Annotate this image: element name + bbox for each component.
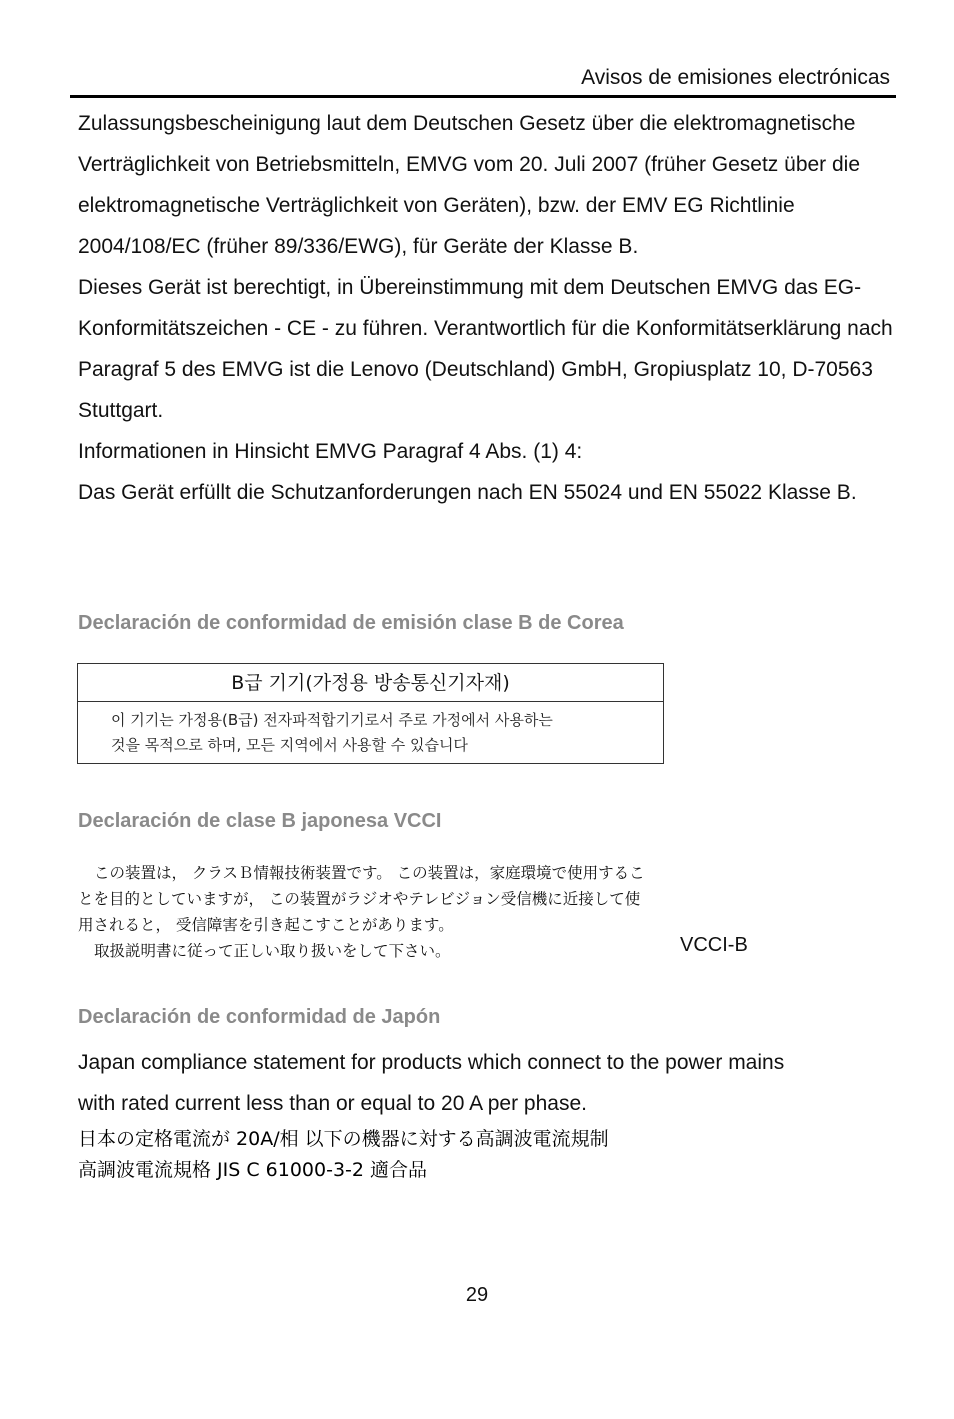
german-notice [78, 103, 896, 513]
vcci-line-2: とを目的としていますが， この装置がラジオやテレビジョン受信機に近接して使 [78, 890, 641, 908]
japan-en-line-2: with rated current less than or equal to 20 A per phase. [78, 1092, 587, 1115]
german-paragraph-2: Dieses Gerät ist berechtigt, in Übereinstimmung mit dem Deutschen EMVG das EG-Konformitätszeichen - CE - zu führen. Verantwortlich für die Konformitätserklärung nach Paragraf 5 des EMVG ist die Lenovo (Deutschland) GmbH, Gropiusplatz 10, D-70563 Stuttgart. [78, 276, 893, 422]
korea-box-line-2: 것을 목적으로 하며, 모든 지역에서 사용할 수 있습니다 [111, 736, 468, 754]
japan-en-line-1: Japan compliance statement for products which connect to the power mains [78, 1051, 785, 1074]
german-paragraph-1: Zulassungsbescheinigung laut dem Deutschen Gesetz über die elektromagnetische Verträglichkeit von Betriebsmitteln, EMVG vom 20. Juli 2007 (früher Gesetz über die elektromagnetische Verträglichkeit von Geräten), bzw. der EMV EG Richtlinie 2004/108/EC (früher 89/336/EWG), für Geräte der Klasse B. [78, 112, 861, 258]
korea-notice-box [77, 663, 664, 764]
japan-heading: Declaración de conformidad de Japón [78, 1006, 441, 1028]
japan-english-statement [78, 1042, 896, 1124]
japan-japanese-statement [78, 1124, 896, 1186]
vcci-line-1: この装置は， クラスＢ情報技術装置です。 この装置は，家庭環境で使用するこ [94, 864, 645, 882]
vcci-heading: Declaración de clase B japonesa VCCI [78, 810, 442, 832]
vcci-line-4: 取扱説明書に従って正しい取り扱いをして下さい。 [94, 942, 451, 960]
german-paragraph-3: Informationen in Hinsicht EMVG Paragraf 4 Abs. (1) 4: [78, 440, 583, 463]
vcci-line-3: 用されると， 受信障害を引き起こすことがあります。 [78, 916, 454, 934]
korea-box-line-1: 이 기기는 가정용(B급) 전자파적합기기로서 주로 가정에서 사용하는 [111, 711, 553, 729]
vcci-mark: VCCI-B [680, 934, 748, 956]
korea-heading: Declaración de conformidad de emisión clase B de Corea [78, 612, 624, 634]
german-paragraph-4: Das Gerät erfüllt die Schutzanforderungen nach EN 55024 und EN 55022 Klasse B. [78, 481, 857, 504]
korea-box-title: B급 기기(가정용 방송통신기자재) [78, 664, 663, 702]
korea-box-body [78, 702, 663, 758]
page-number: 29 [465, 1284, 489, 1306]
header-title: Avisos de emisiones electrónicas [581, 66, 890, 89]
japan-jp-line-2: 高調波電流規格 JIS C 61000-3-2 適合品 [78, 1159, 428, 1181]
japan-jp-line-1: 日本の定格電流が 20A/相 以下の機器に対する高調波電流規制 [78, 1128, 609, 1150]
page-header [70, 60, 896, 98]
vcci-notice [78, 860, 778, 964]
